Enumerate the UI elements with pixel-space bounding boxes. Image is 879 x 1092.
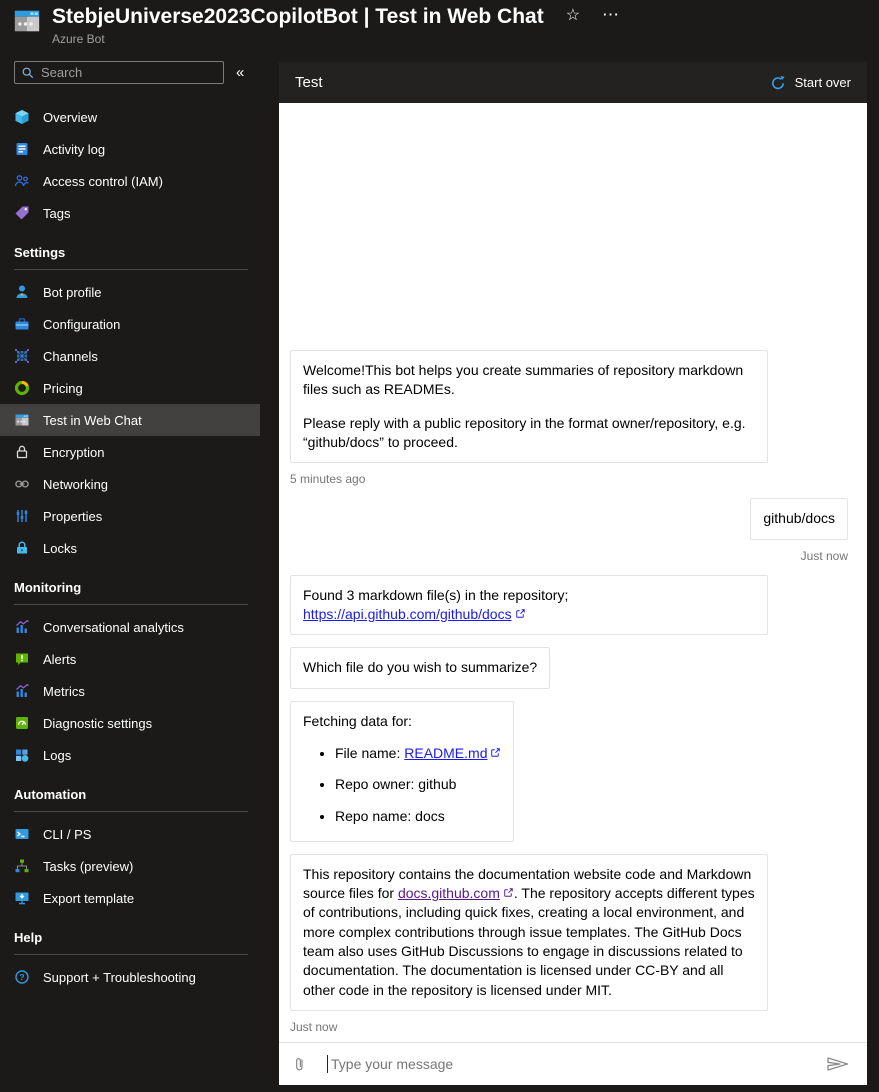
locks-icon xyxy=(14,540,30,556)
bot-profile-icon xyxy=(14,284,30,300)
message-paragraph: Welcome!This bot helps you create summaries of repository markdown files such as READMEs. xyxy=(303,362,744,398)
sidebar xyxy=(0,55,260,1092)
nav-section-header: Automation xyxy=(14,787,87,802)
sidebar-item-label: Conversational analytics xyxy=(43,619,184,635)
sidebar-item-support-troubleshooting[interactable] xyxy=(0,961,260,993)
sidebar-item-configuration[interactable] xyxy=(0,308,260,340)
sidebar-item-diagnostic-settings[interactable] xyxy=(0,707,260,739)
activity-log-icon xyxy=(14,141,30,157)
divider xyxy=(14,954,248,955)
sidebar-item-label: Activity log xyxy=(43,141,106,157)
sidebar-item-locks[interactable] xyxy=(0,532,260,564)
sidebar-nav xyxy=(0,93,260,993)
bot-message-bubble xyxy=(290,350,768,463)
external-icon xyxy=(490,747,501,758)
sidebar-item-label: Access control (IAM) xyxy=(43,173,163,189)
sidebar-item-cli-ps[interactable] xyxy=(0,818,260,850)
nav-section-header: Help xyxy=(14,930,43,945)
properties-icon xyxy=(14,508,30,524)
external-icon xyxy=(503,887,514,898)
message-bullet-item: • Repo name: docs xyxy=(335,807,501,826)
overview-icon xyxy=(14,109,30,125)
test-in-web-chat-icon xyxy=(14,412,30,428)
start-over-button[interactable] xyxy=(770,75,851,91)
sidebar-item-label: Encryption xyxy=(43,444,105,460)
diagnostic-settings-icon xyxy=(14,715,30,731)
message-canvas[interactable] xyxy=(279,103,867,1042)
composer xyxy=(279,1042,867,1085)
sidebar-item-bot-profile[interactable] xyxy=(0,276,260,308)
bot-message xyxy=(290,701,848,842)
resource-type-label: Azure Bot xyxy=(52,32,105,46)
metrics-icon xyxy=(14,683,30,699)
sidebar-item-label: Metrics xyxy=(43,683,85,699)
nav-section xyxy=(0,771,260,914)
nav-section xyxy=(0,564,260,771)
webchat-window-icon xyxy=(12,6,42,36)
bot-message xyxy=(290,647,848,688)
sidebar-item-label: Overview xyxy=(43,109,98,125)
configuration-icon xyxy=(14,316,30,332)
sidebar-item-tags[interactable] xyxy=(0,197,260,229)
message-paragraph: This repository contains the documentation website code and Markdown source files for docs.github.com . The repository accepts different types of contributions, including quick fixes, creating a local environment, and more complex contributions through issue templates. The GitHub Docs team also uses GitHub Discussions to engage in discussions related to documentation. The documentation is licensed under CC-BY and all other code in the repository is licensed under MIT. xyxy=(303,865,755,998)
sidebar-item-label: Logs xyxy=(43,747,72,763)
bot-message-bubble xyxy=(290,575,768,636)
sidebar-item-label: Channels xyxy=(43,348,98,364)
sidebar-item-networking[interactable] xyxy=(0,468,260,500)
chat-panel-title: Test xyxy=(295,74,323,91)
sidebar-item-label: Configuration xyxy=(43,316,121,332)
sidebar-item-label: Support + Troubleshooting xyxy=(43,969,196,985)
start-over-label: Start over xyxy=(794,75,851,90)
message-link[interactable]: docs.github.com xyxy=(398,885,514,901)
sidebar-item-label: Bot profile xyxy=(43,284,102,300)
sidebar-item-channels[interactable] xyxy=(0,340,260,372)
sidebar-item-label: Tags xyxy=(43,205,71,221)
message-paragraph: Fetching data for: xyxy=(303,712,412,729)
start-over-icon xyxy=(770,75,786,91)
sidebar-item-alerts[interactable] xyxy=(0,643,260,675)
bot-message xyxy=(290,575,848,636)
message-timestamp: 5 minutes ago xyxy=(290,472,366,487)
bot-message-bubble xyxy=(290,647,550,688)
sidebar-item-label: Diagnostic settings xyxy=(43,715,153,731)
message-paragraph: Which file do you wish to summarize? xyxy=(303,659,538,676)
nav-section-header: Settings xyxy=(14,245,66,260)
access-control-icon xyxy=(14,173,30,189)
more-options-button[interactable]: ⋯ xyxy=(602,5,621,24)
paperclip-icon[interactable] xyxy=(293,1055,306,1073)
app-header xyxy=(0,0,879,56)
channels-icon xyxy=(14,348,30,364)
chat-panel-header xyxy=(279,62,867,103)
sidebar-item-label: Export template xyxy=(43,890,135,906)
sidebar-item-label: Test in Web Chat xyxy=(43,412,142,428)
sidebar-item-pricing[interactable] xyxy=(0,372,260,404)
send-icon[interactable] xyxy=(826,1056,850,1072)
svg-text:?: ? xyxy=(19,972,25,982)
tags-icon xyxy=(14,205,30,221)
message-paragraph: github/docs xyxy=(763,510,835,527)
alerts-icon xyxy=(14,651,30,667)
sidebar-item-test-in-web-chat[interactable] xyxy=(0,404,260,436)
sidebar-item-export-template[interactable] xyxy=(0,882,260,914)
cli-icon xyxy=(14,826,30,842)
export-template-icon xyxy=(14,890,30,906)
logs-icon xyxy=(14,747,30,763)
sidebar-item-properties[interactable] xyxy=(0,500,260,532)
header-text xyxy=(52,4,544,46)
tasks-icon xyxy=(14,858,30,874)
sidebar-item-overview[interactable] xyxy=(0,101,260,133)
external-icon xyxy=(515,608,526,619)
chat-panel xyxy=(279,62,867,1085)
sidebar-item-activity-log[interactable] xyxy=(0,133,260,165)
sidebar-search-row xyxy=(0,55,260,84)
message-bullet-item: • File name: README.md xyxy=(335,744,501,763)
sidebar-item-label: Pricing xyxy=(43,380,83,396)
message-paragraph: Found 3 markdown file(s) in the repository; https://api.github.com/github/docs xyxy=(303,586,569,622)
divider xyxy=(14,269,248,270)
sidebar-item-label: Properties xyxy=(43,508,103,524)
sidebar-item-label: Locks xyxy=(43,540,77,556)
user-message xyxy=(290,498,848,562)
networking-icon xyxy=(14,476,30,492)
support-icon xyxy=(14,969,30,985)
sidebar-item-label: Networking xyxy=(43,476,109,492)
collapse-sidebar-button[interactable]: « xyxy=(236,63,245,81)
bot-message xyxy=(290,350,848,486)
user-message-bubble xyxy=(750,498,848,539)
message-paragraph: Please reply with a public repository in the format owner/repository, e.g. “github/docs” to proceed. xyxy=(303,414,746,450)
search-box[interactable] xyxy=(14,61,224,84)
nav-section xyxy=(0,93,260,229)
bot-message-bubble xyxy=(290,854,768,1011)
divider xyxy=(14,811,248,812)
message-timestamp: Just now xyxy=(290,1020,338,1034)
sidebar-item-label: CLI / PS xyxy=(43,826,92,842)
sidebar-item-logs[interactable] xyxy=(0,739,260,771)
message-bullet-item: • Repo owner: github xyxy=(335,775,501,794)
message-link[interactable]: README.md xyxy=(404,745,501,761)
message-link[interactable]: https://api.github.com/github/docs xyxy=(303,606,526,622)
sidebar-item-encryption[interactable] xyxy=(0,436,260,468)
sidebar-item-conversational-analytics[interactable] xyxy=(0,611,260,643)
favorite-star-button[interactable]: ☆ xyxy=(565,7,581,24)
header-actions xyxy=(566,7,620,25)
page-title: StebjeUniverse2023CopilotBot | Test in Web Chat xyxy=(52,5,544,28)
message-bullet-list xyxy=(303,744,501,826)
message-input[interactable] xyxy=(328,1056,826,1072)
sidebar-item-access-control-iam[interactable] xyxy=(0,165,260,197)
nav-section-header: Monitoring xyxy=(14,580,82,595)
nav-section xyxy=(0,229,260,564)
sidebar-item-label: Tasks (preview) xyxy=(43,858,134,874)
search-icon xyxy=(21,66,35,80)
sidebar-item-label: Alerts xyxy=(43,651,77,667)
encryption-icon xyxy=(14,444,30,460)
message-timestamp: Just now xyxy=(800,548,848,563)
bot-message-bubble xyxy=(290,701,514,842)
sidebar-item-tasks-preview[interactable] xyxy=(0,850,260,882)
search-input[interactable] xyxy=(41,65,217,80)
bot-message xyxy=(290,854,848,1034)
sidebar-item-metrics[interactable] xyxy=(0,675,260,707)
analytics-icon xyxy=(14,619,30,635)
pricing-icon xyxy=(14,380,30,396)
divider xyxy=(14,604,248,605)
nav-section xyxy=(0,914,260,993)
